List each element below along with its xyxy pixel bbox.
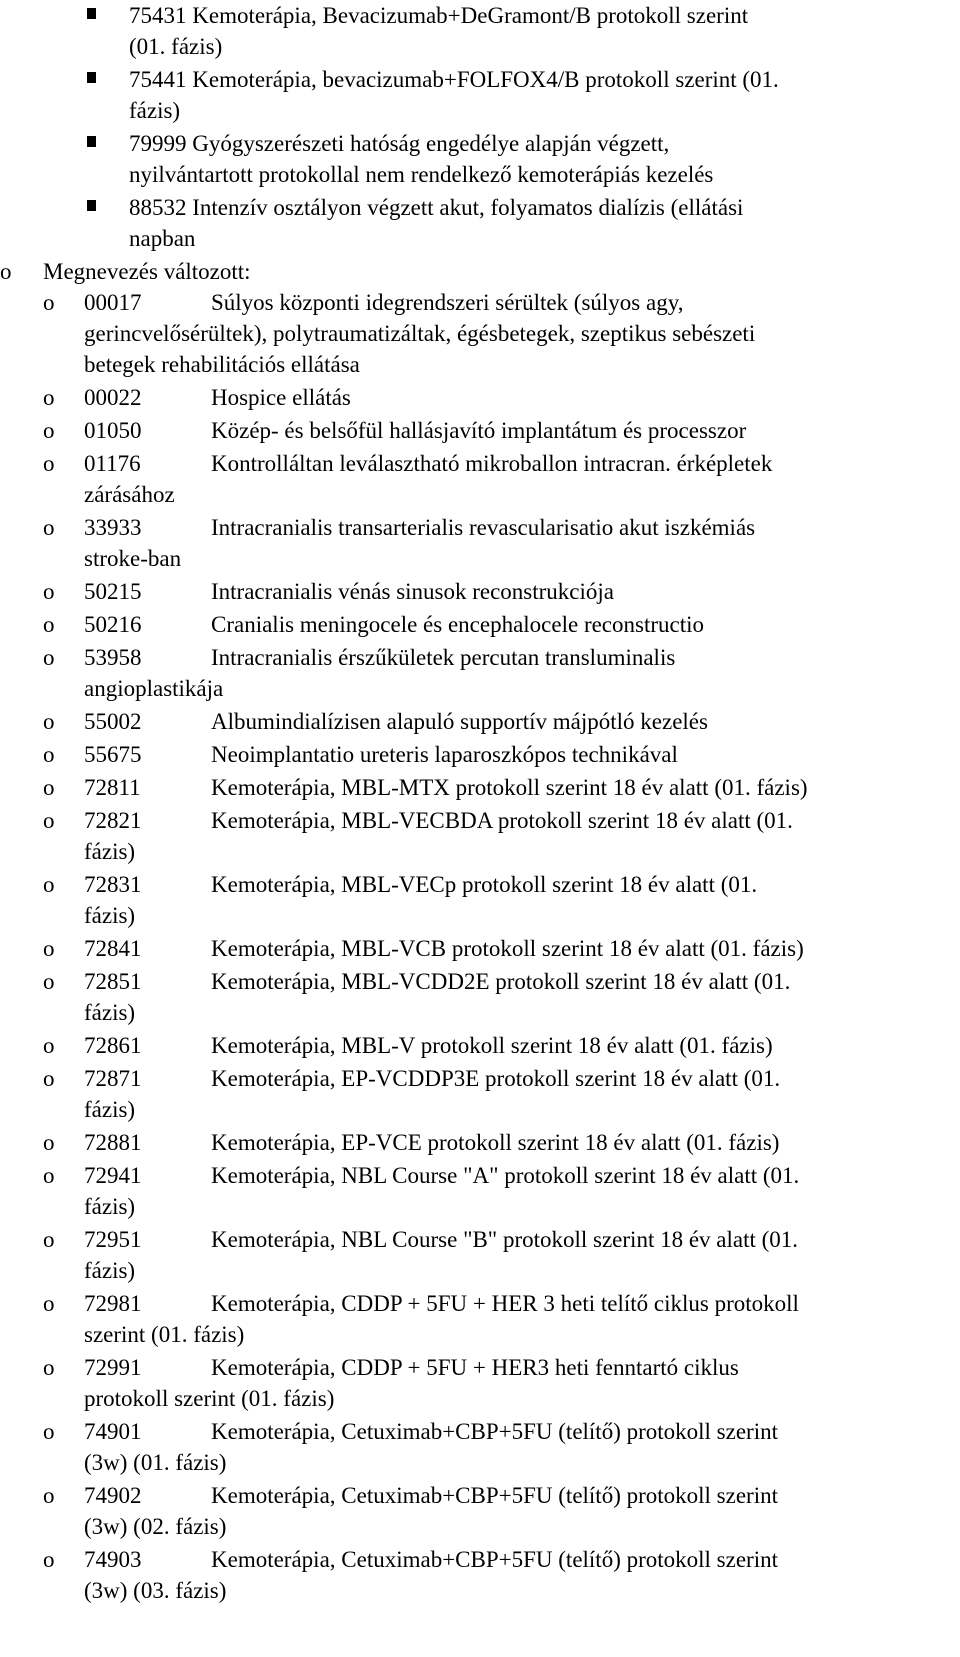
item-code: 72981 [84, 1291, 142, 1316]
bullet-marker: o [43, 1547, 55, 1572]
list-item [0, 1224, 940, 1286]
item-text: Gyógyszerészeti hatóság engedélye alapján végzett, [192, 131, 670, 156]
item-text-continuation: fázis) [129, 98, 181, 123]
bullet-marker: o [43, 936, 55, 961]
bullet-marker: o [43, 515, 55, 540]
bullet-marker: o [43, 1066, 55, 1091]
bullet-marker: o [43, 645, 55, 670]
item-text: Kemoterápia, CDDP + 5FU + HER3 heti fenntartó ciklus [211, 1355, 739, 1380]
item-code: 72941 [84, 1163, 142, 1188]
item-code: 75441 [129, 67, 187, 92]
list-item [0, 1063, 940, 1125]
bullet-marker: o [43, 872, 55, 897]
item-code: 72871 [84, 1066, 142, 1091]
item-code: 74903 [84, 1547, 142, 1572]
bullet-marker: o [43, 451, 55, 476]
item-code: 72881 [84, 1130, 142, 1155]
item-text-continuation: angioplastikája [84, 676, 224, 701]
item-text-continuation: fázis) [84, 839, 136, 864]
item-text: Cranialis meningocele és encephalocele reconstructio [211, 612, 705, 637]
item-text: Hospice ellátás [211, 385, 351, 410]
item-code: 00022 [84, 385, 142, 410]
bullet-marker: o [43, 969, 55, 994]
list-item [0, 287, 940, 380]
square-list-item [0, 128, 949, 190]
item-text-continuation: fázis) [84, 903, 136, 928]
item-text: Kemoterápia, Cetuximab+CBP+5FU (telítő) protokoll szerint [211, 1419, 778, 1444]
item-code: 55675 [84, 742, 142, 767]
item-text-continuation: protokoll szerint (01. fázis) [84, 1386, 335, 1411]
item-text: Kemoterápia, MBL-VCB protokoll szerint 18 év alatt (01. fázis) [211, 936, 804, 961]
item-text-continuation: nyilvántartott protokollal nem rendelkező kemoterápiás kezelés [129, 162, 714, 187]
section-bullet-marker: o [0, 259, 12, 284]
item-code: 72951 [84, 1227, 142, 1252]
square-list-item [0, 0, 949, 62]
item-text: Kemoterápia, MBL-VECBDA protokoll szerint 18 év alatt (01. [211, 808, 793, 833]
square-bullet-icon [87, 200, 96, 211]
item-text-continuation: zárásához [84, 482, 175, 507]
item-text: Kemoterápia, EP-VCE protokoll szerint 18 év alatt (01. fázis) [211, 1130, 780, 1155]
item-text-continuation: (3w) (02. fázis) [84, 1514, 227, 1539]
bullet-marker: o [43, 1419, 55, 1444]
list-item [0, 739, 940, 770]
square-bullet-icon [87, 136, 96, 147]
item-code: 88532 [129, 195, 187, 220]
item-text: Albumindialízisen alapuló supportív májpótló kezelés [211, 709, 708, 734]
bullet-marker: o [43, 1033, 55, 1058]
list-item [0, 1416, 940, 1478]
item-code: 72841 [84, 936, 142, 961]
item-code: 33933 [84, 515, 142, 540]
list-item [0, 933, 940, 964]
bullet-marker: o [43, 1483, 55, 1508]
item-code: 79999 [129, 131, 187, 156]
square-list-item [0, 192, 949, 254]
changed-name-list [0, 287, 960, 1606]
list-item [0, 869, 940, 931]
item-text: Kemoterápia, bevacizumab+FOLFOX4/B protokoll szerint (01. [192, 67, 779, 92]
list-item [0, 1288, 940, 1350]
item-text-continuation: fázis) [84, 1258, 136, 1283]
item-text: Kemoterápia, Cetuximab+CBP+5FU (telítő) protokoll szerint [211, 1547, 778, 1572]
item-code: 74902 [84, 1483, 142, 1508]
item-text-continuation: (3w) (01. fázis) [84, 1450, 227, 1475]
item-text: Intracranialis vénás sinusok reconstrukciója [211, 579, 615, 604]
item-text-continuation: stroke-ban [84, 546, 182, 571]
item-code: 72851 [84, 969, 142, 994]
item-code: 72991 [84, 1355, 142, 1380]
item-text: Intracranialis érszűkületek percutan transluminalis [211, 645, 676, 670]
item-text: Kemoterápia, MBL-VCDD2E protokoll szerint 18 év alatt (01. [211, 969, 791, 994]
item-text: Neoimplantatio ureteris laparoszkópos technikával [211, 742, 678, 767]
item-text: Intracranialis transarterialis revascularisatio akut iszkémiás [211, 515, 756, 540]
item-text-continuation: fázis) [84, 1194, 136, 1219]
item-text-continuation: (3w) (03. fázis) [84, 1578, 227, 1603]
bullet-marker: o [43, 612, 55, 637]
item-code: 75431 [129, 3, 187, 28]
item-text: Súlyos központi idegrendszeri sérültek (súlyos agy, [211, 290, 684, 315]
bullet-marker: o [43, 742, 55, 767]
list-item [0, 1030, 940, 1061]
list-item [0, 1480, 940, 1542]
bullet-marker: o [43, 1130, 55, 1155]
bullet-marker: o [43, 775, 55, 800]
list-item [0, 1352, 940, 1414]
section-heading [0, 256, 960, 287]
item-code: 53958 [84, 645, 142, 670]
list-item [0, 415, 940, 446]
item-text-continuation: fázis) [84, 1000, 136, 1025]
bullet-marker: o [43, 808, 55, 833]
bullet-marker: o [43, 385, 55, 410]
item-text: Kemoterápia, EP-VCDDP3E protokoll szerint 18 év alatt (01. [211, 1066, 781, 1091]
list-item [0, 706, 940, 737]
section-title: Megnevezés változott: [43, 259, 251, 284]
bullet-marker: o [43, 418, 55, 443]
list-item [0, 609, 940, 640]
item-text: Közép- és belsőfül hallásjavító implantátum és processzor [211, 418, 747, 443]
bullet-marker: o [43, 1163, 55, 1188]
item-code: 74901 [84, 1419, 142, 1444]
list-item [0, 382, 940, 413]
item-text-continuation: fázis) [84, 1097, 136, 1122]
item-text-continuation: (01. fázis) [129, 34, 223, 59]
list-item [0, 1127, 940, 1158]
item-text: Kemoterápia, MBL-V protokoll szerint 18 év alatt (01. fázis) [211, 1033, 773, 1058]
item-text: Kemoterápia, Bevacizumab+DeGramont/B protokoll szerint [192, 3, 749, 28]
item-code: 00017 [84, 290, 142, 315]
bullet-marker: o [43, 1355, 55, 1380]
item-text: Kemoterápia, CDDP + 5FU + HER 3 heti telítő ciklus protokoll [211, 1291, 799, 1316]
item-code: 72821 [84, 808, 142, 833]
list-item [0, 1160, 940, 1222]
item-text-continuation: betegek rehabilitációs ellátása [84, 352, 360, 377]
list-item [0, 805, 940, 867]
item-text: Kemoterápia, MBL-MTX protokoll szerint 18 év alatt (01. fázis) [211, 775, 808, 800]
item-code: 72811 [84, 775, 141, 800]
item-code: 55002 [84, 709, 142, 734]
list-item [0, 512, 940, 574]
item-code: 50216 [84, 612, 142, 637]
list-item [0, 1544, 940, 1606]
bullet-marker: o [43, 1291, 55, 1316]
list-item [0, 448, 940, 510]
item-text: Kemoterápia, NBL Course "B" protokoll szerint 18 év alatt (01. [211, 1227, 799, 1252]
square-bullet-icon [87, 72, 96, 83]
item-code: 01176 [84, 451, 141, 476]
bullet-marker: o [43, 579, 55, 604]
item-text: Kemoterápia, MBL-VECp protokoll szerint 18 év alatt (01. [211, 872, 758, 897]
item-text-continuation: szerint (01. fázis) [84, 1322, 245, 1347]
item-code: 72861 [84, 1033, 142, 1058]
square-bullet-icon [87, 8, 96, 19]
bullet-marker: o [43, 709, 55, 734]
item-code: 50215 [84, 579, 142, 604]
list-item [0, 576, 940, 607]
square-bullet-list [0, 0, 960, 254]
list-item [0, 772, 940, 803]
item-text-continuation: napban [129, 226, 196, 251]
item-text: Kontrolláltan leválasztható mikroballon intracran. érképletek [211, 451, 773, 476]
item-text-continuation: gerincvelősérültek), polytraumatizáltak, égésbetegek, szeptikus sebészeti [84, 321, 756, 346]
square-list-item [0, 64, 949, 126]
list-item [0, 642, 940, 704]
item-code: 72831 [84, 872, 142, 897]
bullet-marker: o [43, 1227, 55, 1252]
item-text: Kemoterápia, NBL Course "A" protokoll szerint 18 év alatt (01. [211, 1163, 800, 1188]
item-text: Kemoterápia, Cetuximab+CBP+5FU (telítő) protokoll szerint [211, 1483, 778, 1508]
item-text: Intenzív osztályon végzett akut, folyamatos dialízis (ellátási [192, 195, 744, 220]
bullet-marker: o [43, 290, 55, 315]
item-code: 01050 [84, 418, 142, 443]
list-item [0, 966, 940, 1028]
